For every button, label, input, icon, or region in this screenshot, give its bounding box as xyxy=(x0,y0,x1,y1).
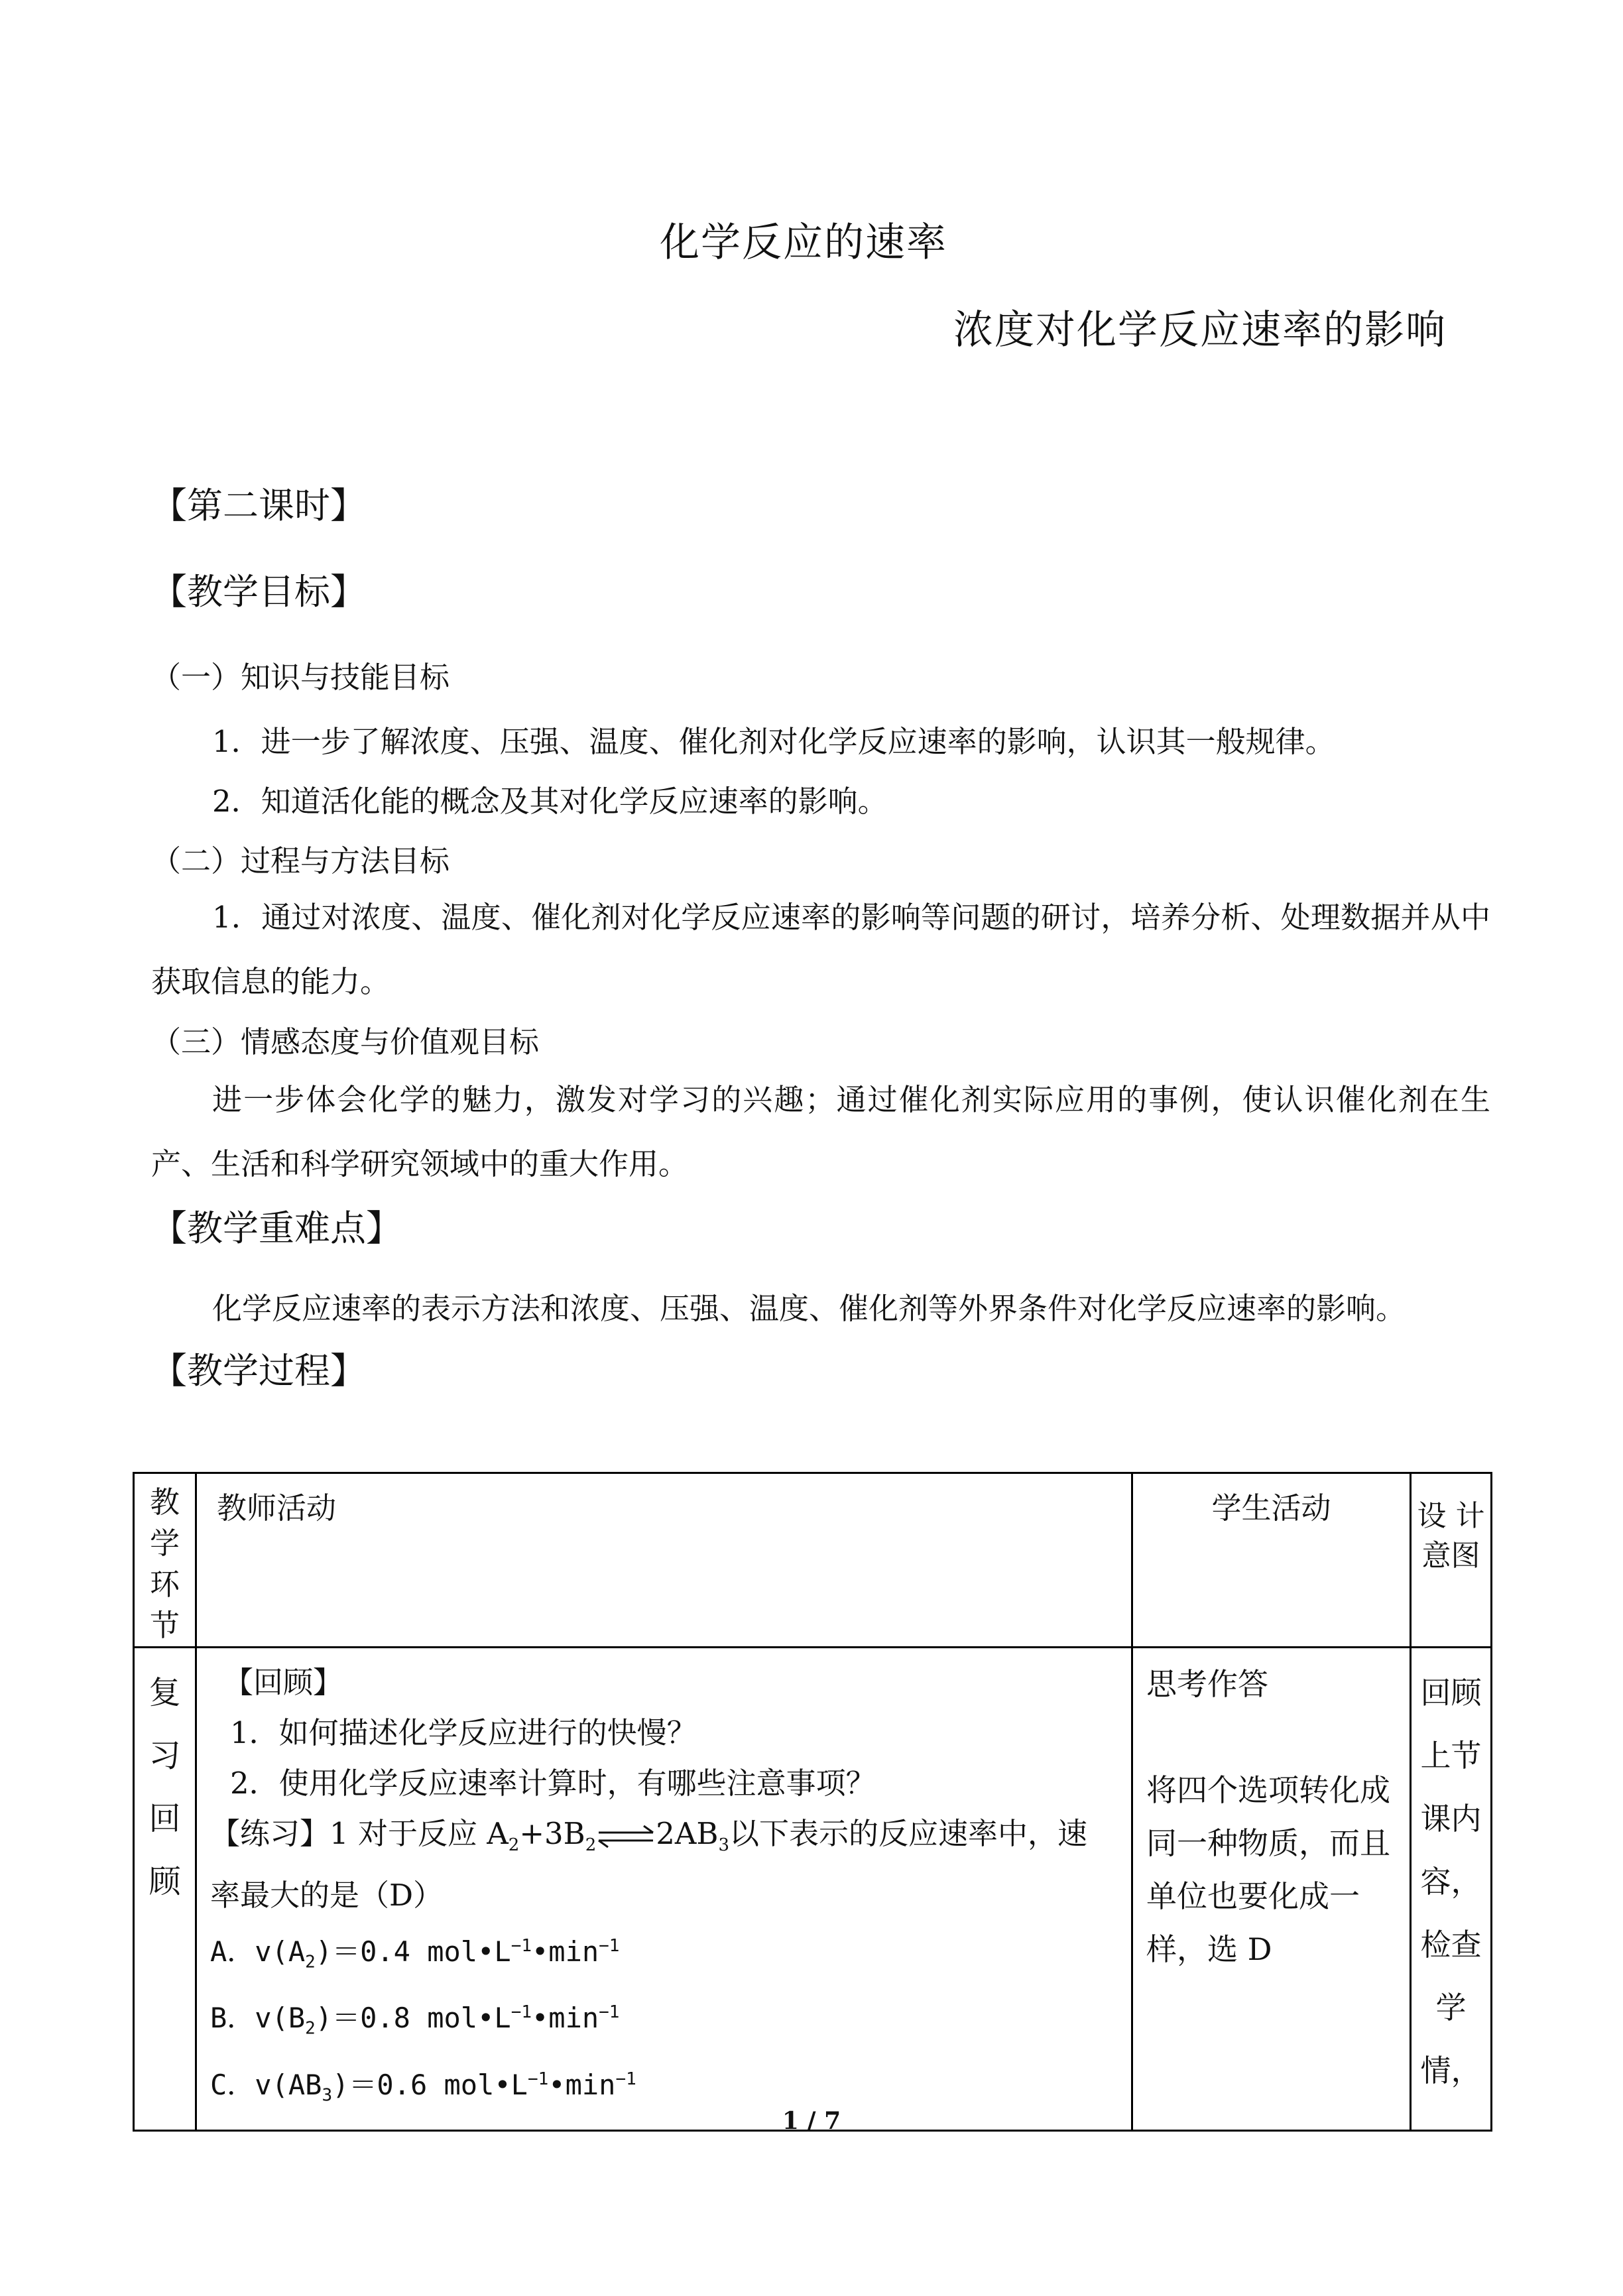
table-row xyxy=(134,1648,1492,2131)
design-intent-line: 上节 xyxy=(1420,1738,1482,1774)
option-b-min: •min xyxy=(532,2002,599,2035)
option-b-subscript: 2 xyxy=(305,2018,316,2039)
row-stage-char: 回 xyxy=(149,1800,181,1837)
header-stage-char: 节 xyxy=(149,1608,180,1643)
row-student-activity xyxy=(1132,1648,1411,2131)
header-design-line1: 设 计 xyxy=(1417,1499,1485,1533)
product-subscript: 3 xyxy=(718,1835,730,1855)
emotion-heading: （三）情感态度与价值观目标 xyxy=(151,1024,540,1059)
design-intent-line: 容， xyxy=(1420,1864,1482,1900)
key-points-heading: 【教学重难点】 xyxy=(151,1207,402,1249)
header-design-line2: 意图 xyxy=(1421,1539,1480,1573)
review-tag: 【回顾】 xyxy=(223,1665,343,1700)
knowledge-item-1: 1．进一步了解浓度、压强、温度、催化剂对化学反应速率的影响，认识其一般规律。 xyxy=(212,724,1335,759)
header-student-label: 学生活动 xyxy=(1211,1490,1331,1526)
student-activity-1: 思考作答 xyxy=(1146,1666,1268,1702)
document-title: 化学反应的速率 xyxy=(660,219,947,266)
option-b-value: )＝0.8 mol•L xyxy=(315,2002,511,2035)
option-c-exp2: −1 xyxy=(615,2069,636,2089)
key-points-text: 化学反应速率的表示方法和浓度、压强、温度、催化剂等外界条件对化学反应速率的影响。 xyxy=(212,1291,1406,1326)
header-student xyxy=(1132,1473,1411,1648)
design-intent-line: 情， xyxy=(1420,2053,1482,2088)
process-item-1: 1．通过对浓度、温度、催化剂对化学反应速率的影响等问题的研讨，培养分析、处理数据并从中获取信息的能力。 xyxy=(151,900,1490,999)
exercise-line xyxy=(210,1809,1118,1870)
option-c-prefix: C．v(AB xyxy=(210,2068,322,2101)
design-intent-line: 学 xyxy=(1435,1990,1467,2025)
student-activity-2: 将四个选项转化成同一种物质，而且单位也要化成一样，选 D xyxy=(1146,1772,1390,1967)
process-section-heading: 【教学过程】 xyxy=(151,1350,366,1392)
exercise-tail-2: 率最大的是（D） xyxy=(210,1878,444,1913)
page-number: 1 / 7 xyxy=(782,2107,841,2135)
option-a-min: •min xyxy=(532,1935,599,1968)
row-design-intent xyxy=(1411,1648,1492,2131)
lesson-plan-table xyxy=(133,1472,1492,2132)
option-c-subscript: 3 xyxy=(322,2085,333,2106)
document-subtitle: 浓度对化学反应速率的影响 xyxy=(953,307,1447,353)
option-c-min: •min xyxy=(548,2068,616,2101)
header-stage-char: 教 xyxy=(149,1484,180,1520)
option-c-exp: −1 xyxy=(527,2069,549,2089)
row-teacher-activity xyxy=(196,1648,1132,2131)
emotion-item-1: 进一步体会化学的魅力，激发对学习的兴趣；通过催化剂实际应用的事例，使认识催化剂在生产、生活和科学研究领域中的重大作用。 xyxy=(151,1082,1490,1181)
reactant-b: +3B xyxy=(519,1816,585,1851)
reactant-a: A xyxy=(487,1816,509,1851)
exercise-tail: 以下表示的反应速率中，速 xyxy=(729,1816,1088,1851)
review-question-1: 1．如何描述化学反应进行的快慢？ xyxy=(230,1715,697,1750)
period-heading: 【第二课时】 xyxy=(151,485,366,526)
design-intent-line: 回顾 xyxy=(1420,1675,1482,1711)
exercise-lead: 1 对于反应 xyxy=(330,1816,487,1851)
option-a-exp: −1 xyxy=(511,1936,532,1956)
table-header-row xyxy=(134,1473,1492,1648)
option-b xyxy=(210,1987,1118,2053)
row-stage xyxy=(134,1648,196,2131)
header-stage xyxy=(134,1473,196,1648)
design-intent-line: 课内 xyxy=(1420,1801,1482,1837)
option-b-exp: −1 xyxy=(511,2002,532,2023)
knowledge-item-2: 2．知道活化能的概念及其对化学反应速率的影响。 xyxy=(212,784,888,819)
reactant-b-subscript: 2 xyxy=(585,1835,597,1855)
process-heading: （二）过程与方法目标 xyxy=(151,843,450,878)
option-b-prefix: B．v(B xyxy=(210,2002,306,2035)
product: 2AB xyxy=(656,1816,719,1851)
option-a-subscript: 2 xyxy=(305,1952,316,1972)
row-stage-char: 习 xyxy=(149,1737,181,1774)
objectives-heading: 【教学目标】 xyxy=(151,571,366,613)
option-a xyxy=(210,1921,1118,1987)
reactant-a-subscript: 2 xyxy=(508,1835,520,1855)
option-c-value: )＝0.6 mol•L xyxy=(332,2068,528,2101)
exercise-tag: 【练习】 xyxy=(210,1816,330,1851)
header-stage-char: 学 xyxy=(149,1526,180,1561)
design-intent-line: 检查 xyxy=(1420,1927,1482,1963)
option-b-exp2: −1 xyxy=(599,2002,620,2023)
option-a-exp2: −1 xyxy=(599,1936,620,1956)
option-a-value: )＝0.4 mol•L xyxy=(315,1935,511,1968)
review-question-2: 2．使用化学反应速率计算时，有哪些注意事项？ xyxy=(230,1766,876,1801)
header-teacher xyxy=(196,1473,1132,1648)
knowledge-heading: （一）知识与技能目标 xyxy=(151,660,450,695)
row-stage-char: 顾 xyxy=(149,1863,181,1900)
header-teacher-label: 教师活动 xyxy=(217,1490,337,1526)
header-stage-char: 环 xyxy=(149,1567,180,1602)
option-a-prefix: A．v(A xyxy=(210,1935,306,1968)
header-design xyxy=(1411,1473,1492,1648)
reversible-arrow-icon xyxy=(596,1823,656,1850)
row-stage-char: 复 xyxy=(149,1674,181,1711)
